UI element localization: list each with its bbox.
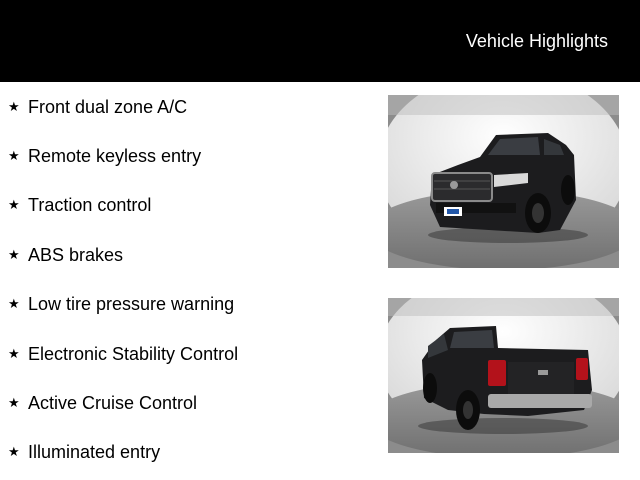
feature-item — [8, 194, 151, 216]
feature-item — [8, 145, 201, 167]
vehicle-photo-front — [388, 95, 619, 268]
feature-item — [8, 96, 187, 118]
feature-item — [8, 244, 123, 266]
truck-rear-icon — [388, 298, 619, 453]
star-icon: ★ — [8, 148, 20, 163]
feature-item — [8, 293, 234, 315]
vehicle-photo-rear — [388, 298, 619, 453]
star-icon: ★ — [8, 296, 20, 311]
feature-item — [8, 392, 197, 414]
star-icon: ★ — [8, 247, 20, 262]
page-title: Vehicle Highlights — [465, 31, 608, 51]
feature-label: Low tire pressure warning — [28, 293, 235, 314]
feature-label: Traction control — [28, 194, 152, 215]
star-icon: ★ — [8, 197, 20, 212]
feature-item — [8, 343, 238, 365]
header-bar — [0, 0, 640, 82]
star-icon: ★ — [8, 346, 20, 361]
star-icon: ★ — [8, 99, 20, 114]
feature-item — [8, 441, 160, 463]
feature-label: ABS brakes — [28, 244, 124, 265]
feature-label: Electronic Stability Control — [28, 343, 239, 364]
feature-label: Front dual zone A/C — [28, 96, 188, 117]
star-icon: ★ — [8, 395, 20, 410]
star-icon: ★ — [8, 444, 20, 459]
feature-label: Illuminated entry — [28, 441, 161, 462]
feature-label: Active Cruise Control — [28, 392, 198, 413]
feature-label: Remote keyless entry — [28, 145, 202, 166]
truck-front-icon — [388, 95, 619, 268]
